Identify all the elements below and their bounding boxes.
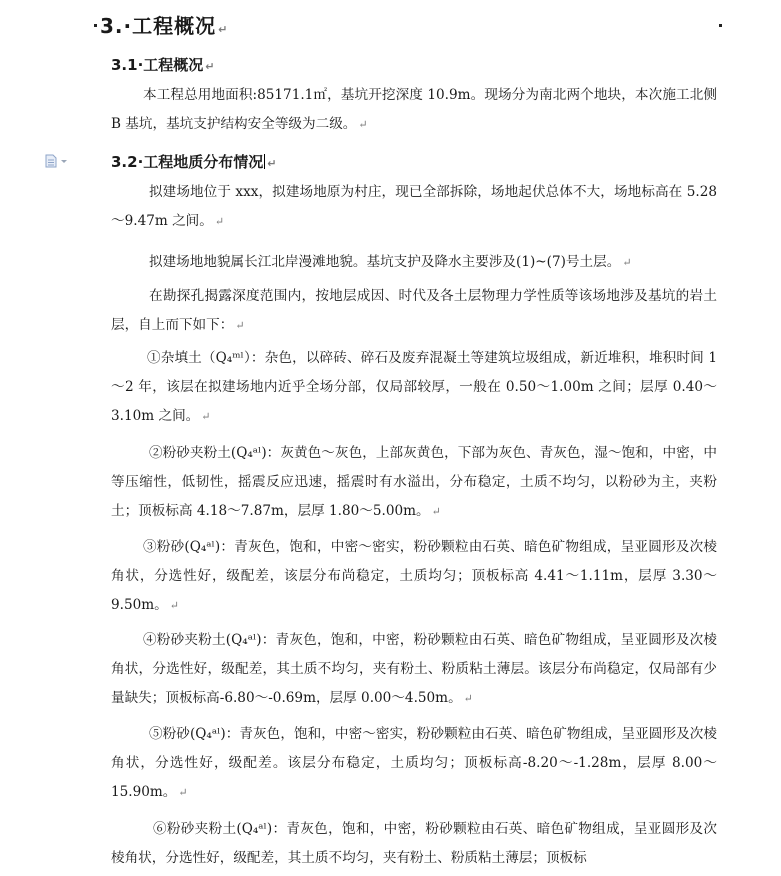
paragraph-mark: ↵ — [201, 410, 211, 423]
soil-layer-paragraph[interactable] — [111, 626, 717, 713]
paragraph-text: 拟建场地位于 xxx，拟建场地原为村庄，现已全部拆除，场地起伏总体不大，场地标高在 5.28～9.47m 之间。 — [111, 184, 717, 229]
heading-text: 3.1·工程概况 — [111, 56, 204, 74]
paragraph-mark: ↵ — [169, 599, 179, 612]
paragraph-mark: ↵ — [218, 23, 229, 36]
body-paragraph[interactable] — [111, 178, 717, 236]
text-cursor — [264, 154, 265, 169]
paragraph-mark: ↵ — [463, 692, 473, 705]
body-paragraph[interactable] — [111, 81, 717, 139]
paragraph-text: ⑥粉砂夹粉土(Q₄ᵃˡ)：青灰色，饱和，中密，粉砂颗粒由石英、暗色矿物组成，呈亚圆形及次棱角状，分选性好，级配差，其土质不均匀，夹有粉土、粉质粘土薄层；顶板标 — [111, 821, 717, 866]
paragraph-mark: ↵ — [205, 60, 215, 73]
paragraph-options-icon[interactable] — [45, 154, 69, 168]
paragraph-mark: ↵ — [235, 319, 245, 332]
paragraph-text: 在勘探孔揭露深度范围内，按地层成因、时代及各土层物理力学性质等该场地涉及基坑的岩土层，自上而下如下： — [111, 288, 717, 333]
section-heading-3-2[interactable] — [111, 151, 277, 172]
soil-layer-paragraph[interactable] — [111, 344, 717, 431]
paragraph-text: ⑤粉砂(Q₄ᵃˡ)：青灰色，饱和，中密～密实，粉砂颗粒由石英、暗色矿物组成，呈亚圆形及次棱角状，分选性好，级配差。该层分布稳定，土质均匀；顶板标高-8.20～-1.28m，层厚 8.00～15.90m。 — [111, 726, 717, 800]
paragraph-mark: ↵ — [267, 157, 277, 170]
heading-text: 3.·工程概况 — [100, 14, 217, 38]
soil-layer-paragraph[interactable] — [111, 815, 717, 873]
body-paragraph[interactable] — [111, 282, 717, 340]
soil-layer-paragraph[interactable] — [111, 720, 717, 807]
paragraph-mark: ↵ — [358, 118, 368, 131]
paragraph-text: ④粉砂夹粉土(Q₄ᵃˡ)：青灰色，饱和，中密，粉砂颗粒由石英、暗色矿物组成，呈亚圆形及次棱角状，分选性好，级配差，其土质不均匀，夹有粉土、粉质粘土薄层。该层分布尚稳定，仅局部有少量缺失；顶板标高-6.80～-0.69m，层厚 0.00～4.50m。 — [111, 632, 717, 706]
margin-corner-mark — [719, 24, 722, 27]
paragraph-mark: ↵ — [431, 505, 441, 518]
section-heading-3-1[interactable] — [111, 54, 215, 75]
paragraph-mark: ↵ — [622, 256, 632, 269]
paragraph-text: 本工程总用地面积:85171.1㎡，基坑开挖深度 10.9m。现场分为南北两个地块，本次施工北侧 B 基坑，基坑支护结构安全等级为二级。 — [111, 87, 717, 132]
paragraph-mark: ↵ — [214, 215, 225, 228]
heading-text: 3.2·工程地质分布情况 — [111, 153, 264, 171]
paragraph-text: ①杂填土（Q₄ᵐˡ）：杂色，以碎砖、碎石及废弃混凝土等建筑垃圾组成，新近堆积，堆积时间 1～2 年，该层在拟建场地内近乎全场分部，仅局部较厚，一般在 0.50～1.00m 之间；层厚 0.40～3.10m 之间。 — [111, 350, 717, 424]
paragraph-mark: ↵ — [178, 786, 188, 799]
body-paragraph[interactable] — [111, 248, 717, 277]
margin-corner-mark — [94, 24, 97, 27]
soil-layer-paragraph[interactable] — [111, 533, 717, 620]
paragraph-text: ③粉砂(Q₄ᵃˡ)：青灰色，饱和，中密～密实，粉砂颗粒由石英、暗色矿物组成，呈亚圆形及次棱角状，分选性好，级配差，该层分布尚稳定，土质均匀；顶板标高 4.41～1.11m，层厚 3.30～9.50m。 — [111, 539, 717, 613]
soil-layer-paragraph[interactable] — [111, 439, 717, 526]
paragraph-text: ②粉砂夹粉土(Q₄ᵃˡ)：灰黄色～灰色，上部灰黄色，下部为灰色、青灰色，湿～饱和，中密，中等压缩性，低韧性，摇震反应迅速，摇震时有水溢出，分布稳定，土质不均匀，以粉砂为主，夹粉土；顶板标高 4.18～7.87m，层厚 1.80～5.00m。 — [111, 445, 717, 519]
paragraph-text: 拟建场地地貌属长江北岸漫滩地貌。基坑支护及降水主要涉及(1)~(7)号土层。 — [149, 254, 621, 270]
section-heading-3[interactable] — [100, 10, 228, 39]
